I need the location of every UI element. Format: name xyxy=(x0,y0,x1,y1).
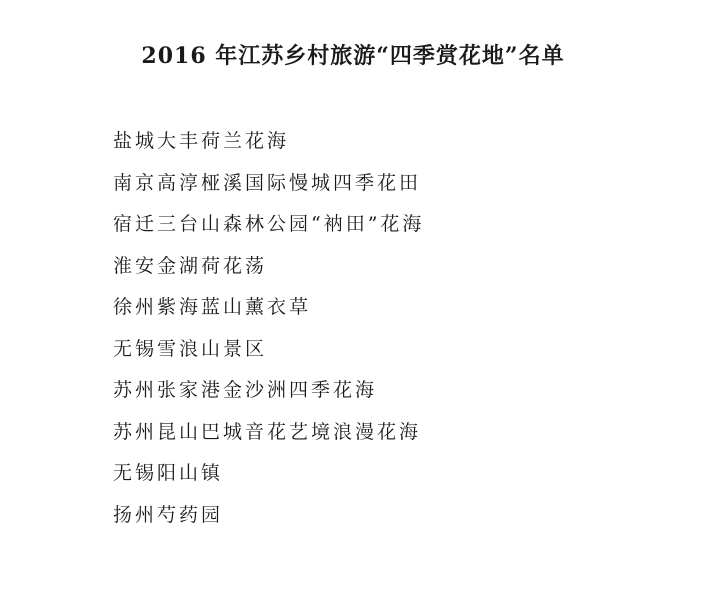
document-title: 2016 年江苏乡村旅游“四季赏花地”名单 xyxy=(141,43,565,69)
list-item: 无锡雪浪山景区 xyxy=(113,337,268,360)
list-item: 盐城大丰荷兰花海 xyxy=(113,130,290,152)
list-item: 苏州昆山巴城音花艺境浪漫花海 xyxy=(113,420,422,443)
list-item: 徐州紫海蓝山薰衣草 xyxy=(113,296,312,318)
list-item: 扬州芍药园 xyxy=(113,503,224,526)
list-item: 苏州张家港金沙洲四季花海 xyxy=(113,379,378,401)
list-item: 无锡阳山镇 xyxy=(113,462,224,484)
list-item: 南京高淳桠溪国际慢城四季花田 xyxy=(113,171,422,194)
list-item: 宿迁三台山森林公园“衲田”花海 xyxy=(113,213,425,235)
destination-list xyxy=(113,126,424,541)
list-item: 淮安金湖荷花荡 xyxy=(113,254,268,277)
